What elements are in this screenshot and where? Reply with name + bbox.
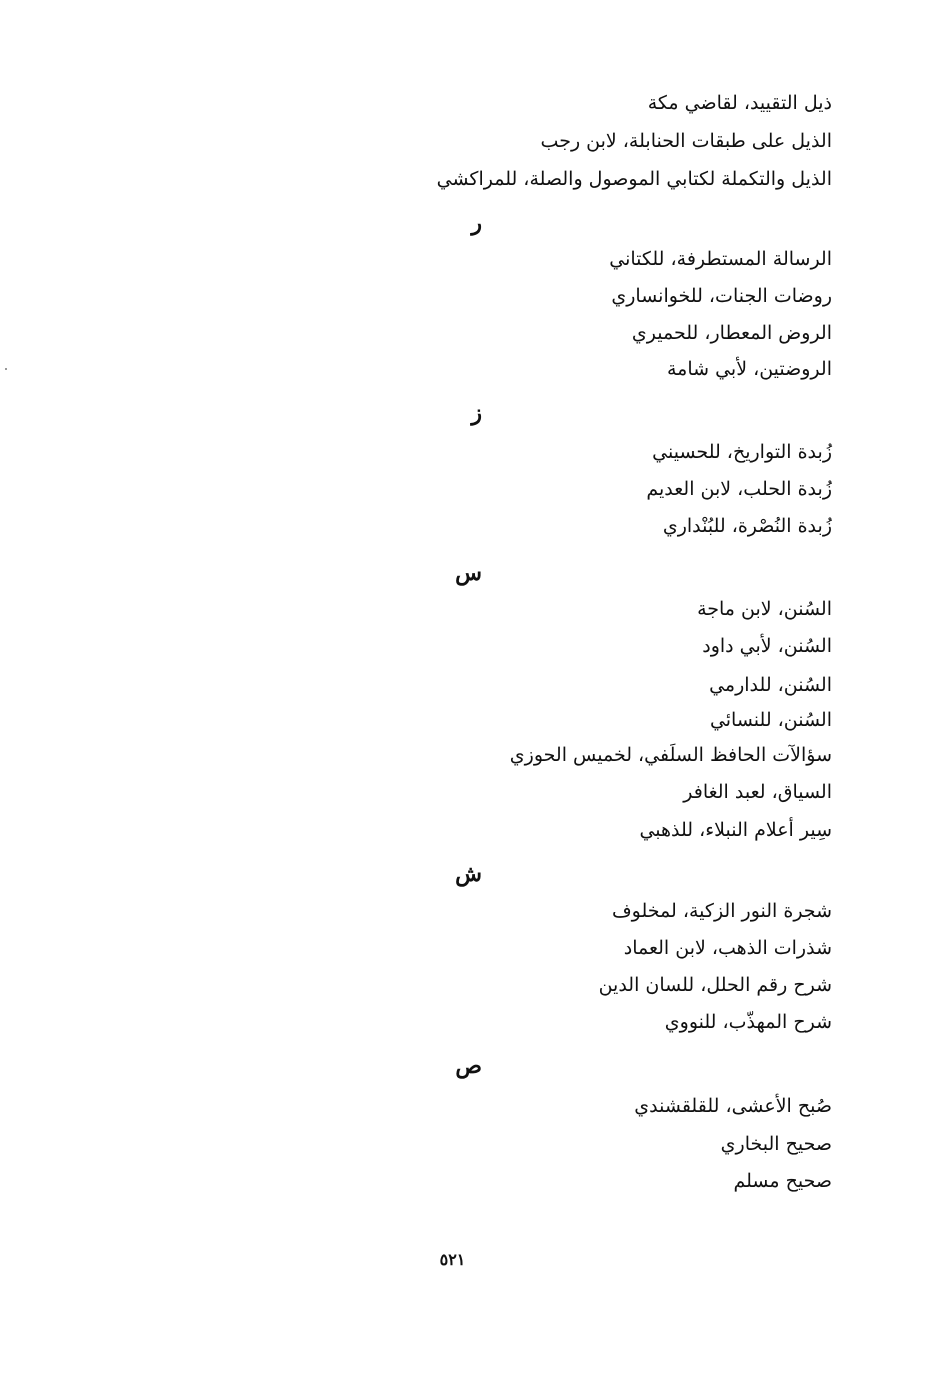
entry-dhayl-al-taqyid: ذيل التقييد، لقاضي مكة — [647, 92, 832, 114]
section-heading-sad: ص — [455, 1053, 482, 1079]
page-number: ٥٢١ — [439, 1250, 466, 1269]
entry-zubdat-al-halab: زُبدة الحلب، لابن العديم — [646, 478, 832, 500]
section-heading-shin: ش — [455, 861, 482, 887]
scan-speck — [5, 368, 7, 370]
entry-sunan-al-darimi: السُنن، للدارمي — [709, 674, 832, 696]
entry-sunan-ibn-maja: السُنن، لابن ماجة — [697, 598, 832, 620]
entry-zubdat-al-nusra: زُبدة النُصْرة، للبُنْداري — [662, 515, 832, 537]
entry-sahih-al-bukhari: صحيح البخاري — [720, 1133, 832, 1155]
section-heading-zay: ز — [471, 400, 482, 426]
entry-sunan-abi-dawud: السُنن، لأبي داود — [702, 635, 832, 657]
entry-subh-al-asha: صُبح الأعشى، للقلقشندي — [634, 1095, 832, 1117]
entry-al-risala-al-mustatrafa: الرسالة المستطرفة، للكتاني — [609, 248, 832, 270]
entry-sahih-muslim: صحيح مسلم — [733, 1170, 832, 1192]
entry-sharh-al-muhadhdhab: شرح المهذّب، للنووي — [664, 1011, 832, 1033]
entry-sharh-raqm-al-hulal: شرح رقم الحلل، للسان الدين — [598, 974, 832, 996]
entry-al-rawd-al-mitar: الروض المعطار، للحميري — [631, 322, 832, 344]
entry-al-dhayl-wal-takmila: الذيل والتكملة لكتابي الموصول والصلة، للمراكشي — [436, 168, 832, 190]
entry-al-dhayl-tabaqat-al-hanabila: الذيل على طبقات الحنابلة، لابن رجب — [540, 130, 832, 152]
section-heading-sin: س — [455, 560, 482, 586]
entry-rawdat-al-jannat: روضات الجنات، للخوانساري — [611, 285, 832, 307]
entry-shajarat-al-nur: شجرة النور الزكية، لمخلوف — [611, 900, 832, 922]
entry-al-rawdatayn: الروضتين، لأبي شامة — [666, 358, 832, 380]
entry-siyar-alam-al-nubala: سِير أعلام النبلاء، للذهبي — [639, 819, 832, 841]
entry-sunan-al-nasai: السُنن، للنسائي — [709, 709, 832, 731]
section-heading-ra: ر — [471, 210, 482, 236]
entry-al-siyaq: السياق، لعبد الغافر — [683, 781, 832, 803]
entry-suallat-al-silafi: سؤالآت الحافظ السلَفي، لخميس الحوزي — [509, 744, 832, 766]
entry-zubdat-al-tawarikh: زُبدة التواريخ، للحسيني — [652, 441, 832, 463]
entry-shadharat-al-dhahab: شذرات الذهب، لابن العماد — [623, 937, 832, 959]
